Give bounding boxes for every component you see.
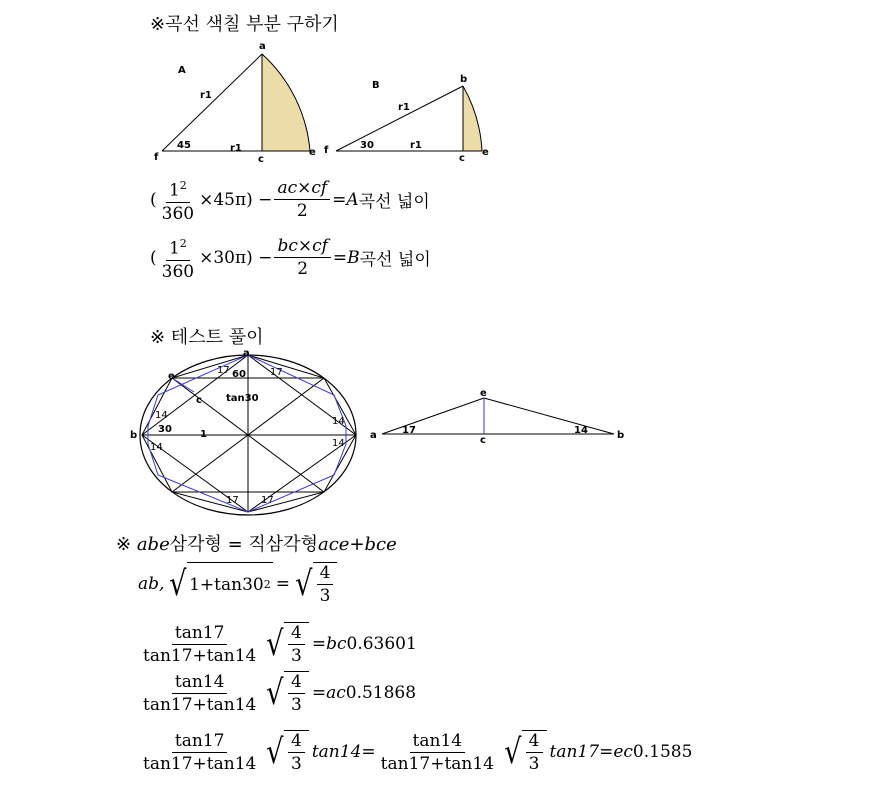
l4-eq2: = [599,742,614,762]
equation-bc-value: $\frac{\tan 17}{\tan 17+\tan 14}$ √ $\frac{4}{3}$ = bc 0.63601 [138,622,417,666]
eq1-open: ( [150,189,157,210]
eq1-num: 1 [168,180,180,201]
s3-prefix: ※ [116,534,137,555]
l2-var: bc [326,634,347,654]
s3-var2: ace [317,534,350,555]
circle-label-60: 60 [232,369,246,380]
eq2-den: 360 [161,261,195,282]
section2-heading: ※ 테스트 풀이 [150,327,264,348]
circle-label-tan30: tan30 [226,393,259,404]
tri-label-e: e [480,388,487,399]
fig-b-angle: 30 [360,140,374,151]
l3-eq: = [311,683,327,703]
fig-b-label-e: e [482,147,489,158]
l4-rd1: 3 [291,754,302,774]
l1-eq: = [275,574,290,594]
l1-sup: 2 [263,578,271,591]
l1-lhs: ab, [138,574,165,594]
eq1-angle: ×45π) − [199,189,273,210]
circle-label-17c: 17 [226,495,239,506]
fig-a-title: A [178,65,186,76]
eq1-var: A [346,189,359,210]
eq2-frac2 [274,236,330,279]
eq2-sup: 2 [179,237,187,250]
fig-b-label-r1-base: r1 [410,140,422,151]
l2-den: tan17+tan14 [143,645,257,666]
eq2-num: 1 [168,238,180,259]
circle-label-17a: 17 [217,365,230,376]
triangle-figure-a [150,36,320,164]
eq1-den: 360 [161,203,195,224]
tri-label-17: 17 [402,425,416,436]
l4-rn2: 4 [526,731,543,753]
fig-a-label-a: a [259,41,266,52]
eq2-angle: ×30π) − [199,247,273,268]
circle-label-a: a [243,348,250,359]
fig-a-label-r1-hyp: r1 [200,90,212,101]
circle-label-14a: 14 [155,410,168,421]
section3-heading [116,530,397,556]
eq2-frac [159,234,197,282]
l2-num: tan17 [172,623,228,645]
l4-t2: tan17 [549,742,600,762]
fig-a-label-e: e [309,147,316,158]
l1-sqrt2: √ $\frac{4}{3}$ [293,562,338,606]
circle-label-c: c [196,395,202,406]
s3-plus: + [349,534,365,555]
l4-num1: tan17 [172,731,228,753]
tri-label-c: c [480,435,486,446]
l3-den: tan17+tan14 [143,694,257,715]
eq2-var: B [347,247,360,268]
eq1-frac [159,176,197,224]
eq2-text: 곡선 넓이 [359,250,431,271]
l4-var: ec [613,742,633,762]
eq1-frac2-den: 2 [296,201,308,222]
circle-label-14c: 14 [150,442,163,453]
l4-den1: tan17+tan14 [143,753,257,774]
l4-val: 0.1585 [632,742,693,762]
triangle-abe-diagram [366,386,628,448]
section1-heading: ※곡선 색칠 부분 구하기 [150,14,339,35]
l1-sqrt-body: 1+tan30 [189,574,264,595]
l3-num: tan14 [172,672,228,694]
circle-label-17b: 17 [270,367,283,378]
fig-b-label-b: b [460,74,468,85]
eq1-sup: 2 [179,179,187,192]
circle-label-30: 30 [158,424,172,435]
equation-a-area [150,176,430,224]
triangle-figure-b [320,68,500,164]
fig-b-label-c: c [459,153,465,164]
circle-label-1: 1 [200,429,207,440]
s3-var1: abe [136,534,170,555]
eq2-equals: = [332,247,348,268]
circle-label-14d: 14 [332,438,345,449]
l3-val: 0.51868 [345,683,417,703]
l4-rn1: 4 [288,731,305,753]
circle-label-17d: 17 [261,495,274,506]
l2-val: 0.63601 [346,634,417,654]
fig-b-label-f: f [324,145,329,156]
l2-eq: = [311,634,327,654]
l3-rn: 4 [288,672,305,694]
fig-b-title: B [372,80,380,91]
eq2-open: ( [150,247,157,268]
eq1-frac2-num: ac×cf [274,178,330,200]
circle-label-14b: 14 [332,416,345,427]
ellipse-octagon-diagram [128,346,368,518]
tri-label-b: b [617,430,625,441]
equation-ec-value: $\frac{\tan 17}{\tan 17+\tan 14}$ √ $\frac{4}{3}$ tan14 = $\frac{\tan 14}{\tan 17+\tan 14}$ √ $\frac{4}{3}$ tan17 = ec 0.1585 [138,730,692,774]
eq1-text: 곡선 넓이 [358,192,430,213]
l3-var: ac [326,683,346,703]
l2-rn: 4 [288,623,305,645]
eq1-frac2 [274,178,330,221]
fig-a-angle: 45 [177,140,191,151]
l4-rd2: 3 [528,754,540,774]
eq2-frac2-den: 2 [297,259,309,280]
fig-a-label-f: f [154,152,159,163]
s3-var3: bce [364,534,397,555]
fig-a-label-r1-base: r1 [230,143,242,154]
l1-sqrt: √ 1+tan30 2 [169,564,271,604]
equation-b-area [150,234,431,282]
fig-a-label-c: c [258,154,264,164]
l4-t1: tan14 [311,742,362,762]
l4-num2: tan14 [410,731,466,753]
l1-den: 3 [319,586,331,606]
l4-eq1: = [361,742,376,762]
eq1-equals: = [332,189,347,210]
circle-label-b: b [130,430,138,441]
circle-label-e: e [168,371,175,382]
eq2-frac2-num: bc×cf [274,236,330,258]
l4-den2: tan17+tan14 [380,753,494,774]
l3-rd: 3 [291,695,302,715]
equation-ab-length [138,562,340,606]
tri-label-14: 14 [574,425,588,436]
s3-mid: 삼각형 = 직삼각형 [169,534,318,555]
l1-num: 4 [317,563,334,585]
equation-ac-value: $\frac{\tan 14}{\tan 17+\tan 14}$ √ $\frac{4}{3}$ = ac 0.51868 [138,671,416,715]
tri-label-a: a [370,430,377,441]
fig-b-label-r1-hyp: r1 [398,102,410,113]
l2-rd: 3 [291,646,302,666]
